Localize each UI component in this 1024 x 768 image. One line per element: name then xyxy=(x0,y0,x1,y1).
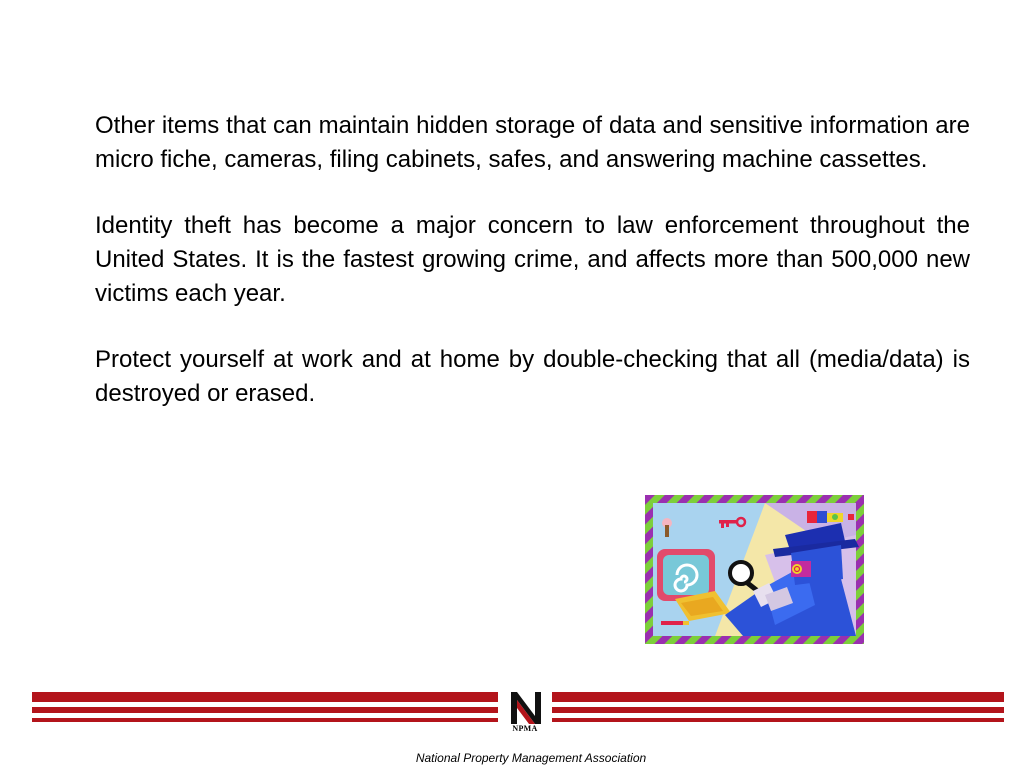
npma-logo-text: NPMA xyxy=(512,724,538,733)
footer-stripe xyxy=(32,718,498,722)
footer-stripes-right xyxy=(552,692,1004,728)
paragraph-hidden-storage: Other items that can maintain hidden storage of data and sensitive information are micro fiche, cameras, filing cabinets, safes, and answering machine cassettes. xyxy=(95,112,970,173)
npma-logo-mark-icon xyxy=(499,690,551,724)
npma-logo xyxy=(499,690,551,740)
footer-stripe xyxy=(32,692,498,702)
footer-organization-name: National Property Management Association xyxy=(415,751,647,765)
footer-stripe xyxy=(552,707,1004,713)
detective-magnifying-glass-icon xyxy=(645,495,864,644)
footer-stripe xyxy=(552,692,1004,702)
slide-text-body xyxy=(95,109,970,443)
detective-clipart xyxy=(645,495,864,644)
footer-stripes-left xyxy=(32,692,498,728)
paragraph-protect-yourself: Protect yourself at work and at home by double-checking that all (media/data) is destroyed or erased. xyxy=(95,346,970,407)
paragraph-identity-theft: Identity theft has become a major concern to law enforcement throughout the United States. It is the fastest growing crime, and affects more than 500,000 new victims each year. xyxy=(95,212,970,307)
footer-stripe xyxy=(32,707,498,713)
footer-stripe xyxy=(552,718,1004,722)
